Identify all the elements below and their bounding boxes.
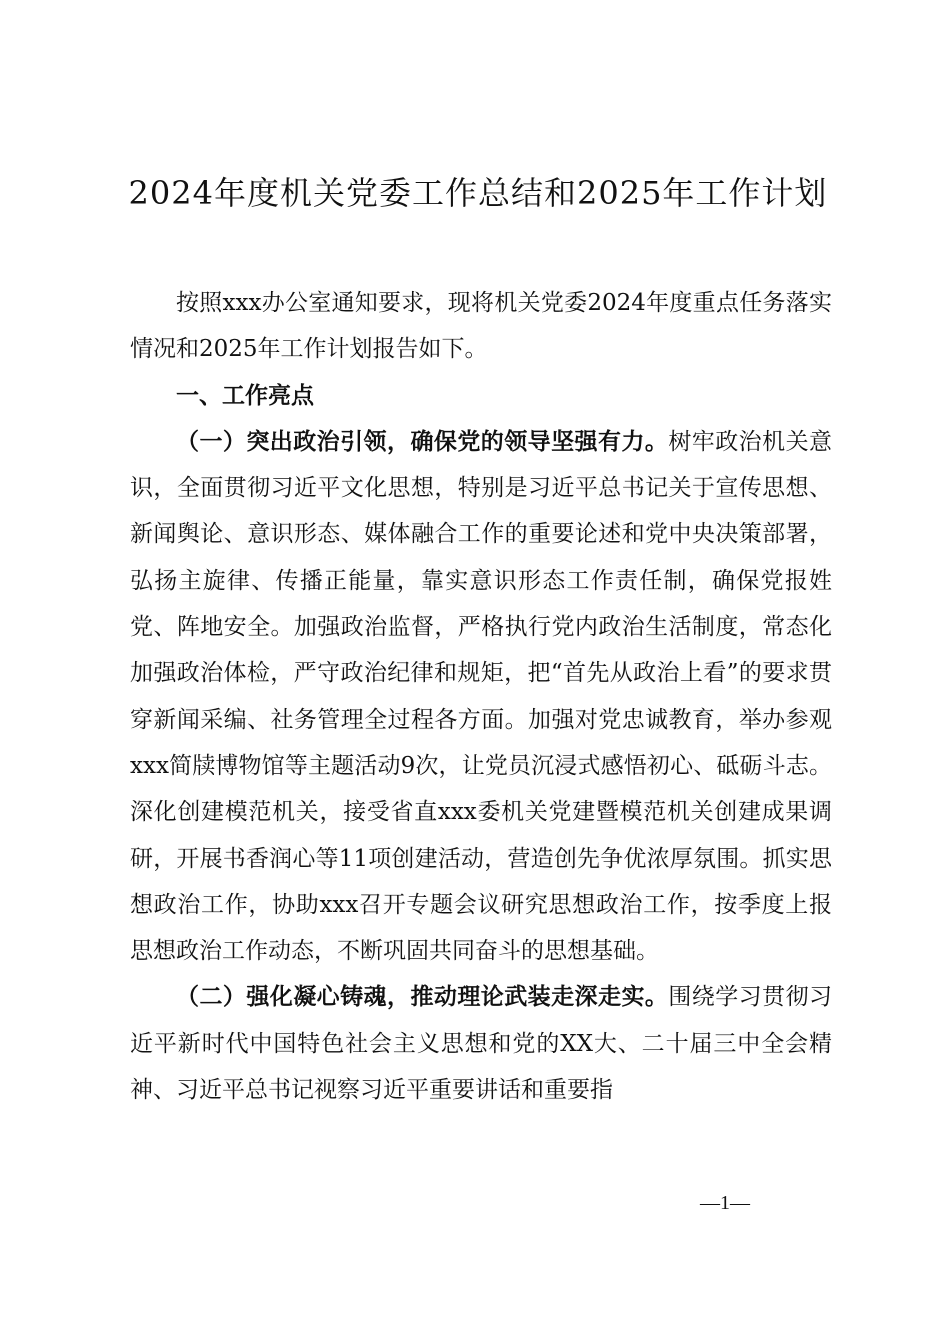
document-body: [130, 280, 832, 1113]
paragraph-1-lead: （一）突出政治引领，确保党的领导坚强有力。: [176, 427, 669, 455]
intro-paragraph: 按照xxx办公室通知要求，现将机关党委2024年度重点任务落实情况和2025年工作计划报告如下。: [130, 290, 832, 363]
paragraph-1-text: 树牢政治机关意识，全面贯彻习近平文化思想，特别是习近平总书记关于宣传思想、新闻舆论、意识形态、媒体融合工作的重要论述和党中央决策部署，弘扬主旋律、传播正能量，靠实意识形态工作责任制，确保党报姓党、阵地安全。加强政治监督，严格执行党内政治生活制度，常态化加强政治体检，严守政治纪律和规矩，把“首先从政治上看”的要求贯穿新闻采编、社务管理全过程各方面。加强对党忠诚教育，举办参观xxx简牍博物馆等主题活动9次，让党员沉浸式感悟初心、砥砺斗志。深化创建模范机关，接受省直xxx委机关党建暨模范机关创建成果调研，开展书香润心等11项创建活动，营造创先争优浓厚氛围。抓实思想政治工作，协助xxx召开专题会议研究思想政治工作，按季度上报思想政治工作动态，不断巩固共同奋斗的思想基础。: [130, 428, 833, 965]
page-title: 2024年度机关党委工作总结和2025年工作计划: [128, 174, 828, 212]
paragraph-2-lead: （二）强化凝心铸魂，推动理论武装走深走实。: [176, 983, 669, 1011]
paragraph-2-text: 围绕学习贯彻习近平新时代中国特色社会主义思想和党的XX大、二十届三中全会精神、习近平总书记视察习近平重要讲话和重要指: [130, 984, 833, 1104]
paragraph-2: [130, 974, 832, 1113]
paragraph-1: [130, 419, 832, 975]
section-heading: 一、工作亮点: [176, 382, 314, 409]
page-number: —1—: [700, 1192, 750, 1214]
